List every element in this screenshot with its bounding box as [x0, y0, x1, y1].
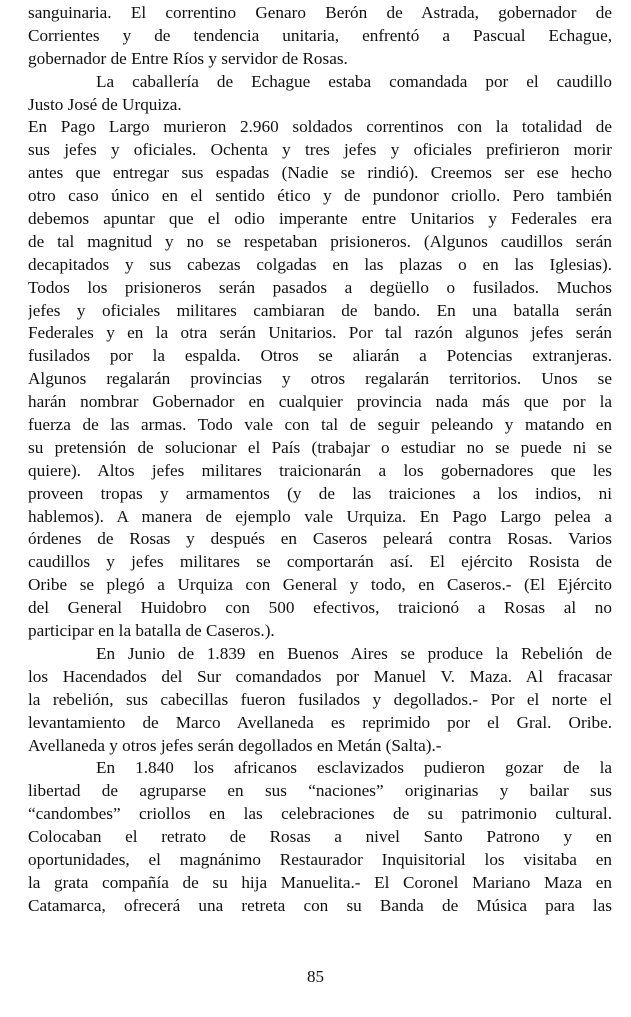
text-line: Catamarca, ofrecerá una retreta con su Banda de Música para las [28, 895, 612, 915]
paragraph [28, 757, 612, 917]
text-line: En Pago Largo murieron 2.960 soldados correntinos con la totalidad de [28, 117, 612, 137]
text-line: hablemos). A manera de ejemplo vale Urquiza. En Pago Largo pelea a [28, 506, 612, 526]
text-line: antes que entregar sus espadas (Nadie se rindió). Creemos ser ese hecho [28, 163, 612, 183]
text-line: fuerza de las armas. Todo vale con tal de seguir peleando y matando en [28, 415, 612, 435]
text-line: levantamiento de Marco Avellaneda es reprimido por el Gral. Oribe. [28, 712, 612, 732]
paragraph [28, 2, 612, 71]
text-line: la rebelión, sus cabecillas fueron fusilados y degollados.- Por el norte el [28, 689, 612, 709]
text-line: la grata compañía de su hija Manuelita.- El Coronel Mariano Maza en [28, 872, 612, 892]
text-line: oportunidades, el magnánimo Restaurador Inquisitorial los visitaba en [28, 849, 612, 869]
text-line: proveen tropas y armamentos (y de las traiciones a los indios, ni [28, 483, 612, 503]
text-line: debemos apuntar que el odio imperante entre Unitarios y Federales era [28, 209, 612, 229]
text-line: harán nombrar Gobernador en cualquier provincia nada más que por la [28, 392, 612, 412]
text-line: Justo José de Urquiza. [28, 94, 182, 114]
text-line: del General Huidobro con 500 efectivos, traicionó a Rosas al no [28, 598, 612, 618]
document-page [28, 2, 612, 918]
text-line: fusilados por la espalda. Otros se aliarán a Potencias extranjeras. [28, 346, 612, 366]
text-line: Avellaneda y otros jefes serán degollados en Metán (Salta).- [28, 735, 442, 755]
text-line: los Hacendados del Sur comandados por Manuel V. Maza. Al fracasar [28, 666, 612, 686]
text-line: En Junio de 1.839 en Buenos Aires se produce la Rebelión de [96, 643, 612, 663]
text-line: otro caso único en el sentido ético y de pundonor criollo. Pero también [28, 186, 612, 206]
text-line: Corrientes y de tendencia unitaria, enfrentó a Pascual Echague, [28, 25, 612, 45]
text-line: Algunos regalarán provincias y otros regalarán territorios. Unos se [28, 369, 612, 389]
paragraph [28, 71, 612, 117]
text-line: sanguinaria. El correntino Genaro Berón de Astrada, gobernador de [28, 3, 612, 22]
text-line: En 1.840 los africanos esclavizados pudieron gozar de la [96, 758, 612, 778]
text-line: órdenes de Rosas y después en Caseros peleará contra Rosas. Varios [28, 529, 612, 549]
text-line: quiere). Altos jefes militares traicionarán a los gobernadores que les [28, 460, 612, 480]
text-line: su pretensión de solucionar el País (trabajar o estudiar no se puede ni se [28, 437, 612, 457]
page-number: 85 [307, 967, 324, 986]
text-line: sus jefes y oficiales. Ochenta y tres jefes y oficiales prefirieron morir [28, 140, 612, 160]
text-line: Colocaban el retrato de Rosas a nivel Santo Patrono y en [28, 827, 612, 847]
text-line: Todos los prisioneros serán pasados a degüello o fusilados. Muchos [28, 277, 612, 297]
paragraph [28, 643, 612, 757]
text-line: caudillos y jefes militares se comportarán así. El ejército Rosista de [28, 552, 612, 572]
text-line: decapitados y sus cabezas colgadas en las plazas o en las Iglesias). [28, 254, 612, 274]
text-line: Oribe se plegó a Urquiza con General y todo, en Caseros.- (El Ejército [28, 575, 612, 595]
text-line: La caballería de Echague estaba comandada por el caudillo [96, 71, 612, 91]
text-line: gobernador de Entre Ríos y servidor de Rosas. [28, 48, 348, 68]
text-line: jefes y oficiales militares cambiaran de bando. En una batalla serán [28, 300, 612, 320]
text-line: participar en la batalla de Caseros.). [28, 621, 275, 641]
text-line: libertad de agruparse en sus “naciones” originarias y bailar sus [28, 781, 612, 801]
text-line: de tal magnitud y no se respetaban prisioneros. (Algunos caudillos serán [28, 231, 612, 251]
text-line: “candombes” criollos en las celebraciones de su patrimonio cultural. [28, 804, 612, 824]
text-line: Federales y en la otra serán Unitarios. Por tal razón algunos jefes serán [28, 323, 612, 343]
paragraph [28, 116, 612, 642]
